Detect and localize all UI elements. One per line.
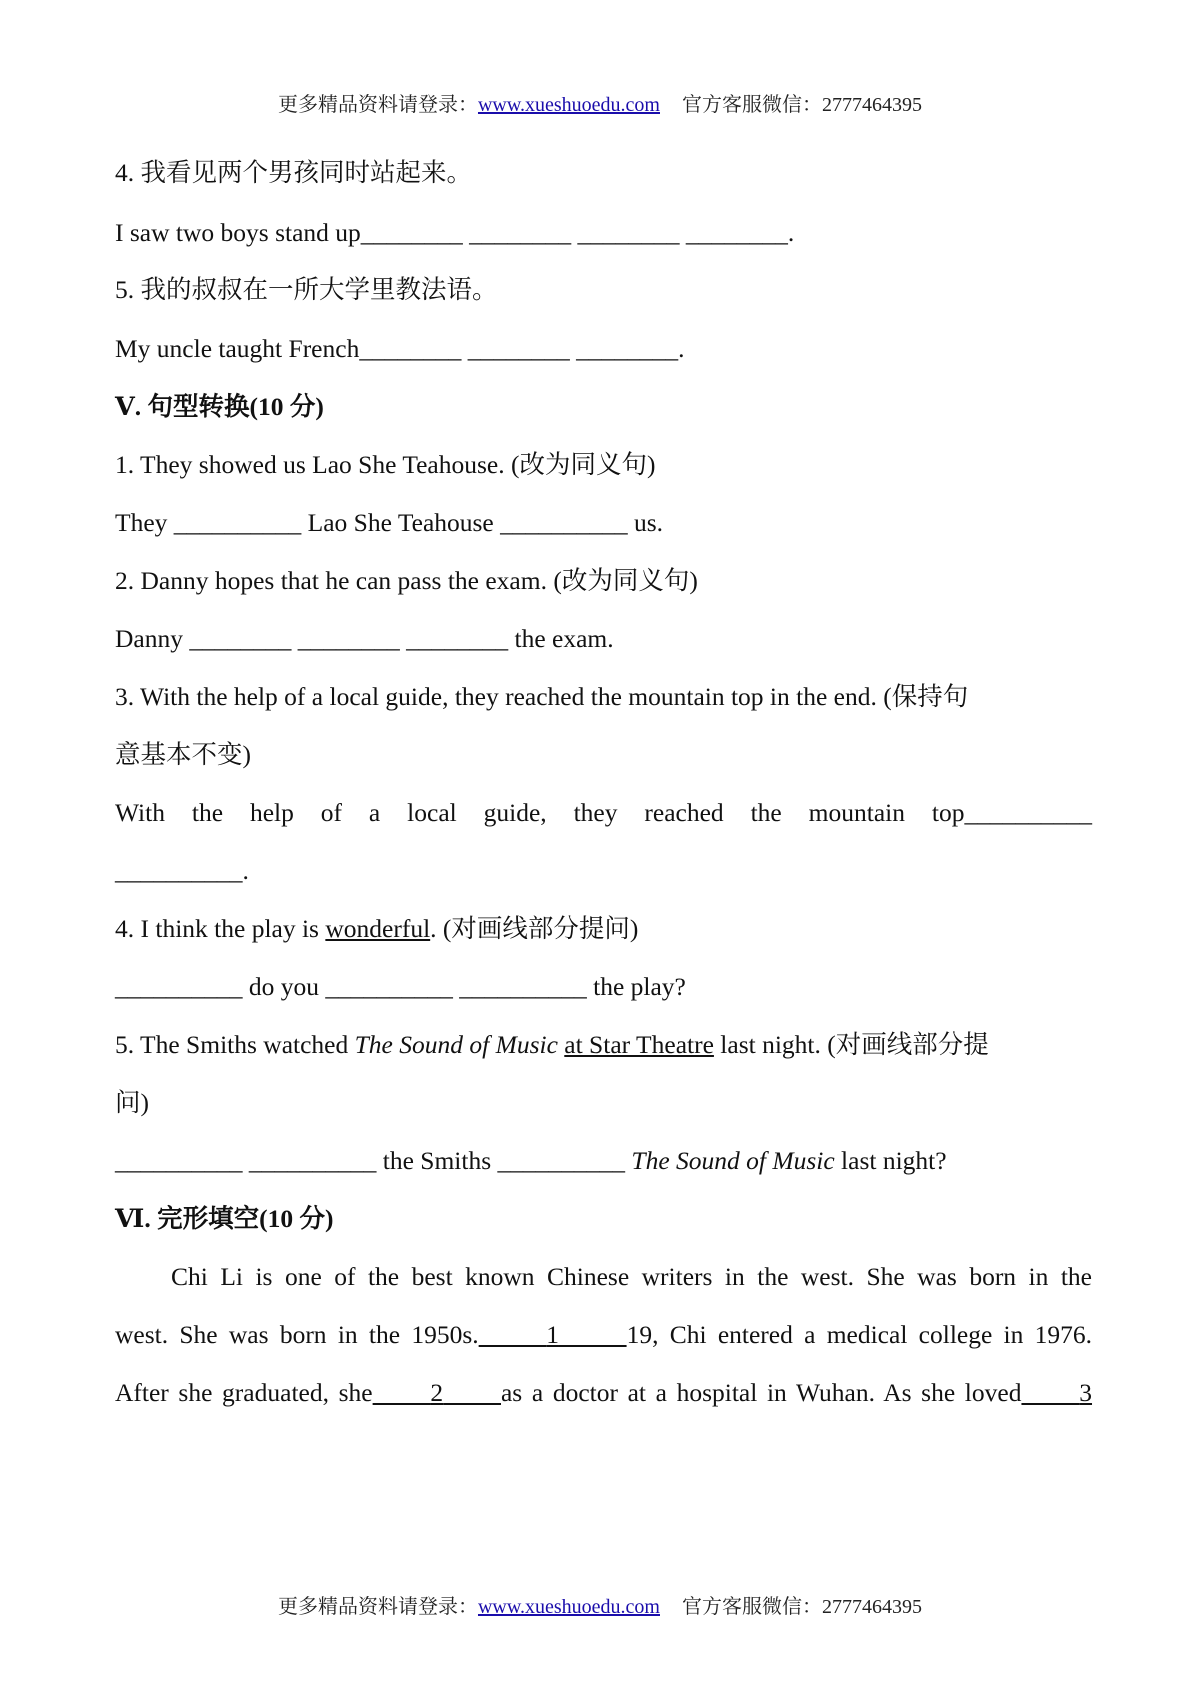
q5-chinese: 5. 我的叔叔在一所大学里教法语。 [115,275,498,304]
v-q3-answer-line1: With the help of a local guide, they reached the mountain top__________ [115,798,1092,827]
v-q5-answer [115,1146,1092,1176]
header-prefix: 更多精品资料请登录： [277,94,478,116]
header-contact: 官方客服微信：2777464395 [682,94,922,116]
v-q5-note: last night. (对画线部分提 [713,1030,989,1059]
v-q5-title: The Sound of Music [354,1030,558,1059]
vi-passage-line1: Chi Li is one of the best known Chinese writers in the west. She was born in the [171,1262,1092,1291]
v-q4-text: 4. I think the play is [115,914,326,943]
v-q5-line2: 问) [115,1088,149,1117]
v-q5-answer-title: The Sound of Music [631,1146,835,1175]
vi-line3-start: After she graduated, she [115,1378,373,1407]
vi-line3-mid: as a doctor at a hospital in Wuhan. As she loved [500,1378,1022,1407]
v-q5-underlined: at Star Theatre [564,1030,714,1059]
q5-english: My uncle taught French________ ________ ________. [115,334,685,363]
q4-english: I saw two boys stand up________ ________ ________ ________. [115,218,795,247]
header-link[interactable]: www.xueshuoedu.com [477,94,660,116]
section-vi-title: Ⅵ. 完形填空(10 分) [115,1204,334,1233]
v-q3-line1: 3. With the help of a local guide, they reached the mountain top in the end. (保持句 [115,682,969,711]
v-q1: 1. They showed us Lao She Teahouse. (改为同义句) [115,450,656,479]
cloze-blank-1-number: 1 [546,1320,559,1349]
cloze-blank-2[interactable] [373,1378,501,1407]
v-q4-answer: __________ do you __________ __________ the play? [115,972,686,1001]
vi-line2-end: 19, Chi entered a medical college in 1976. [626,1320,1093,1349]
footer-link[interactable]: www.xueshuoedu.com [477,1596,660,1618]
v-q2: 2. Danny hopes that he can pass the exam. (改为同义句) [115,566,698,595]
v-q2-answer: Danny ________ ________ ________ the exam. [115,624,614,653]
v-q5-answer-end: last night? [834,1146,947,1175]
v-q4-underlined: wonderful [325,914,431,943]
vi-passage-line2 [115,1320,1092,1350]
v-q5 [115,1030,1092,1060]
v-q4 [115,914,1092,944]
v-q3-answer-line2: __________. [115,856,249,885]
cloze-blank-1[interactable] [479,1320,627,1349]
v-q5-answer-blanks: __________ __________ the Smiths __________ [115,1146,632,1175]
v-q1-answer: They __________ Lao She Teahouse __________ us. [115,508,664,537]
footer-prefix: 更多精品资料请登录： [277,1596,478,1618]
cloze-blank-3[interactable] [1021,1378,1092,1407]
footer-contact: 官方客服微信：2777464395 [682,1596,922,1618]
page-header [0,88,1200,117]
vi-passage-line3 [115,1378,1092,1408]
vi-line2-start: west. She was born in the 1950s. [115,1320,479,1349]
v-q5-text: 5. The Smiths watched [115,1030,355,1059]
v-q3-line2: 意基本不变) [115,740,251,769]
cloze-blank-2-number: 2 [430,1378,444,1407]
page-footer [0,1590,1200,1619]
cloze-blank-3-number: 3 [1079,1378,1093,1407]
section-v-title: Ⅴ. 句型转换(10 分) [115,392,324,421]
v-q4-note: . (对画线部分提问) [430,914,639,943]
q4-chinese: 4. 我看见两个男孩同时站起来。 [115,158,473,187]
